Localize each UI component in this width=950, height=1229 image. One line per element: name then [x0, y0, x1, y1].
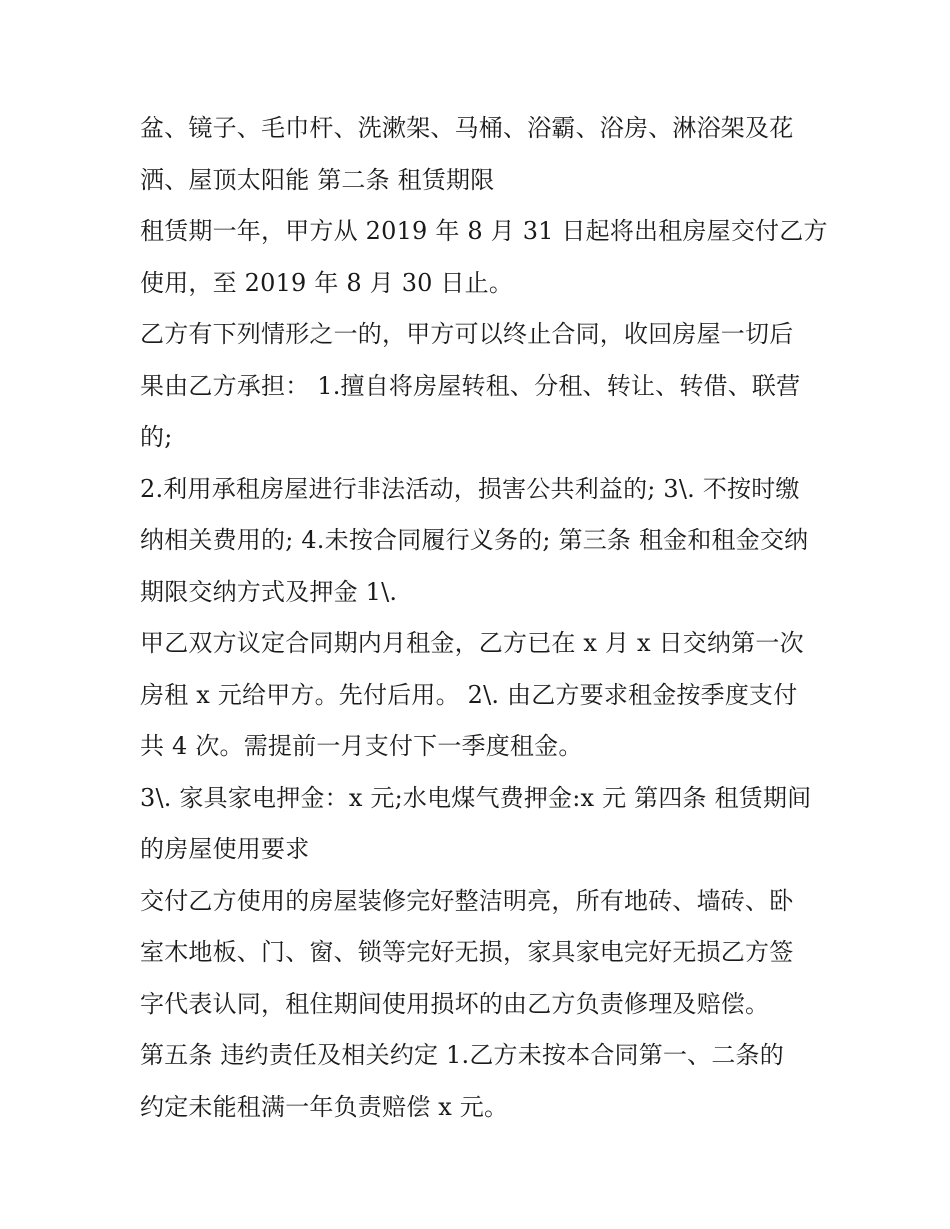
text-line-11: 甲乙双方议定合同期内月租金，乙方已在 x 月 x 日交纳第一次	[140, 629, 804, 657]
contract-body	[140, 103, 828, 1133]
text-line-17: 室木地板、门、窗、锁等完好无损，家具家电完好无损乙方签	[140, 938, 794, 966]
text-line-4: 使用，至 2019 年 8 月 30 日止。	[140, 268, 514, 297]
text-line-19: 第五条 违约责任及相关约定 1.乙方未按本合同第一、二条的	[140, 1041, 784, 1069]
text-line-5: 乙方有下列情形之一的，甲方可以终止合同，收回房屋一切后	[140, 320, 794, 348]
text-line-13: 共 4 次。需提前一月支付下一季度租金。	[140, 732, 583, 760]
text-line-10: 期限交纳方式及押金 1\.	[140, 577, 398, 606]
text-line-1: 盆、镜子、毛巾杆、洗漱架、马桶、浴霸、浴房、淋浴架及花	[140, 114, 794, 142]
text-line-8: 2.利用承租房屋进行非法活动，损害公共利益的; 3\. 不按时缴	[140, 474, 800, 503]
text-line-12: 房租 x 元给甲方。先付后用。 2\. 由乙方要求租金按季度支付	[140, 680, 798, 709]
text-line-7: 的;	[140, 423, 173, 451]
text-line-14: 3\. 家具家电押金：x 元;水电煤气费押金:x 元 第四条 租赁期间	[140, 783, 812, 812]
text-line-15: 的房屋使用要求	[140, 835, 310, 863]
text-line-9: 纳相关费用的; 4.未按合同履行义务的; 第三条 租金和租金交纳	[140, 526, 809, 554]
text-line-18: 字代表认同，租住期间使用损坏的由乙方负责修理及赔偿。	[140, 989, 770, 1018]
text-line-2: 洒、屋顶太阳能 第二条 租赁期限	[140, 165, 495, 194]
text-line-3: 租赁期一年，甲方从 2019 年 8 月 31 日起将出租房屋交付乙方	[140, 217, 828, 245]
text-line-20: 约定未能租满一年负责赔偿 x 元。	[140, 1092, 509, 1121]
text-line-6: 果由乙方承担： 1.擅自将房屋转租、分租、转让、转借、联营	[140, 371, 801, 400]
text-line-16: 交付乙方使用的房屋装修完好整洁明亮，所有地砖、墙砖、卧	[140, 886, 794, 915]
